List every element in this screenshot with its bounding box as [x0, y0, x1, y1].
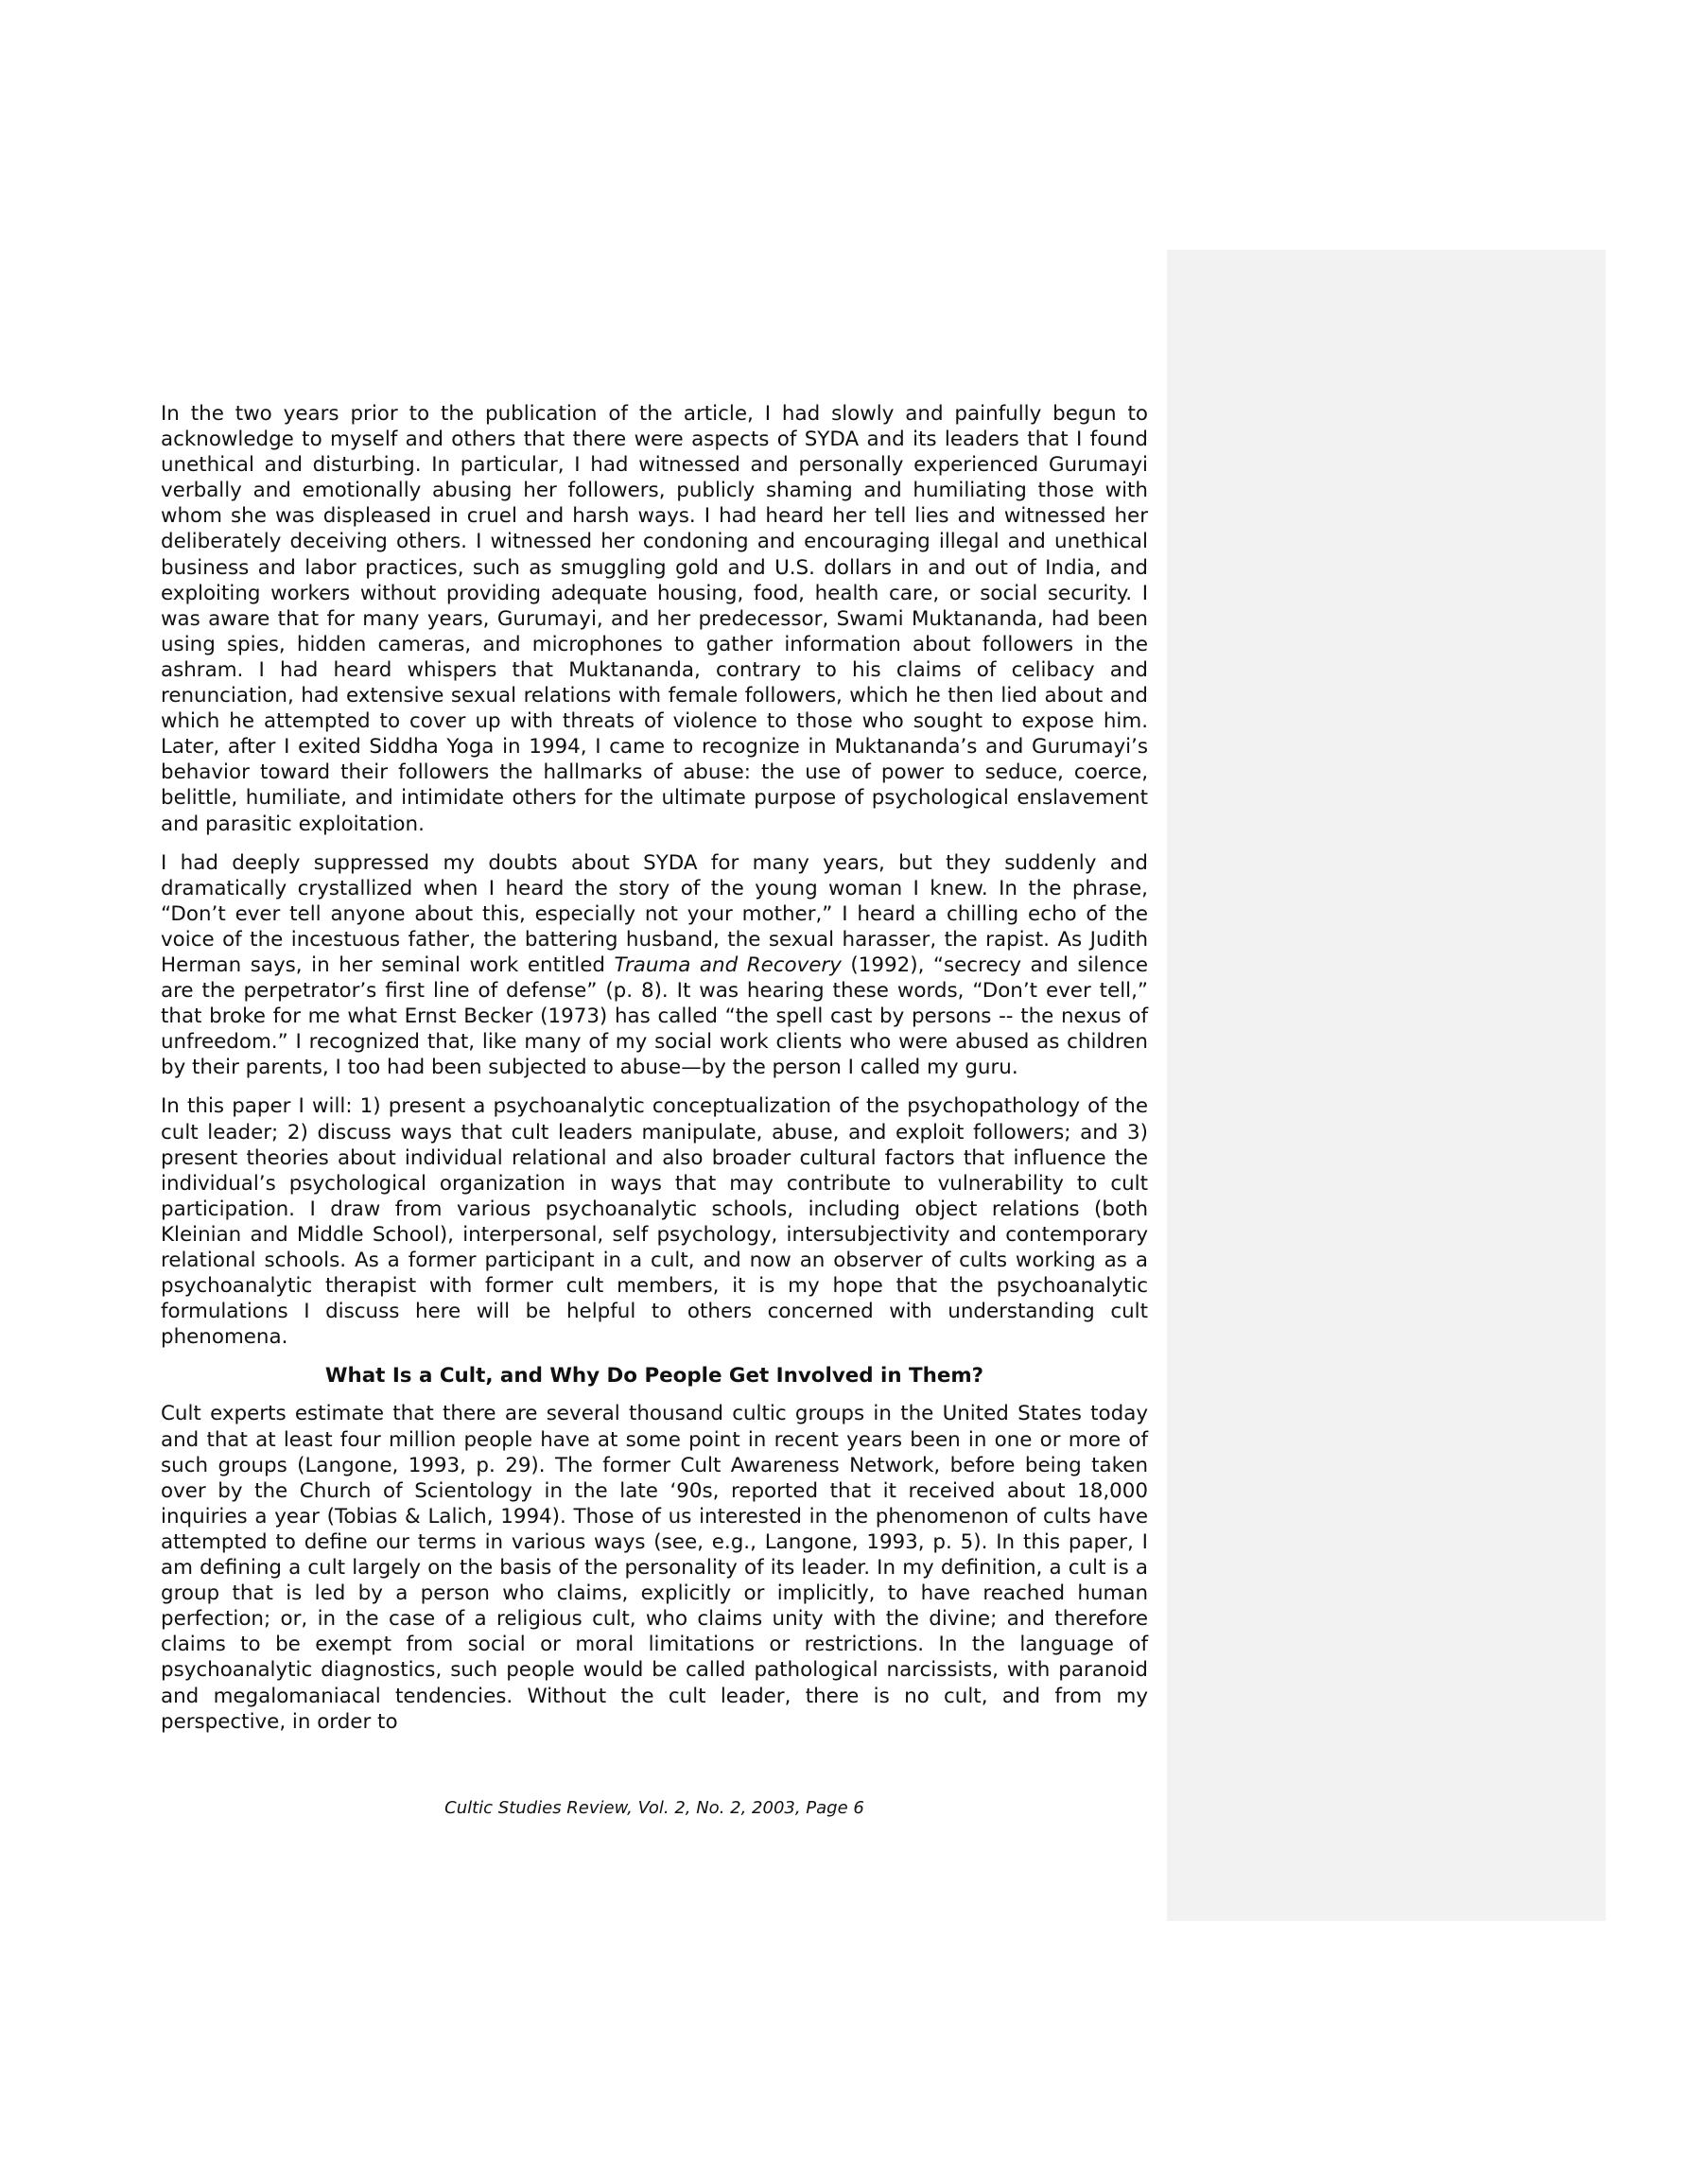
comment-pane	[1167, 250, 1606, 1921]
page-footer: Cultic Studies Review, Vol. 2, No. 2, 2003, Page 6	[444, 1798, 864, 1818]
paragraph-2-text-before-title: I had deeply suppressed my doubts about SYDA for many years, but they suddenly and dramatically crystallized when I heard the story of the young woman I knew. In the phrase, “Don’t ever tell anyone about this, especially not your mother,” I heard a chilling echo of the voice of the incestuous father, the battering husband, the sexual harasser, the rapist. As Judith Herman says, in her seminal work entitled	[161, 850, 1148, 977]
paragraph-1: In the two years prior to the publication of the article, I had slowly and painfully begun to acknowledge to myself and others that there were aspects of SYDA and its leaders that I found unethical and disturbing. In particular, I had witnessed and personally experienced Gurumayi verbally and emotionally abusing her followers, publicly shaming and humiliating those with whom she was displeased in cruel and harsh ways. I had heard her tell lies and witnessed her deliberately deceiving others. I witnessed her condoning and encouraging illegal and unethical business and labor practices, such as smuggling gold and U.S. dollars in and out of India, and exploiting workers without providing adequate housing, food, health care, or social security. I was aware that for many years, Gurumayi, and her predecessor, Swami Muktananda, had been using spies, hidden cameras, and microphones to gather information about followers in the ashram. I had heard whispers that Muktananda, contrary to his claims of celibacy and renunciation, had extensive sexual relations with female followers, which he then lied about and which he attempted to cover up with threats of violence to those who sought to expose him. Later, after I exited Siddha Yoga in 1994, I came to recognize in Muktananda’s and Gurumayi’s behavior toward their followers the hallmarks of abuse: the use of power to seduce, coerce, belittle, humiliate, and intimidate others for the ultimate purpose of psychological enslavement and parasitic exploitation.	[161, 402, 1148, 836]
paragraph-2	[161, 850, 1148, 1081]
section-heading: What Is a Cult, and Why Do People Get Involved in Them?	[324, 1364, 984, 1389]
paragraph-3: In this paper I will: 1) present a psychoanalytic conceptualization of the psychopathology of the cult leader; 2) discuss ways that cult leaders manipulate, abuse, and exploit followers; and 3) present theories about individual relational and also broader cultural factors that influence the individual’s psychological organization in ways that may contribute to vulnerability to cult participation. I draw from various psychoanalytic schools, including object relations (both Kleinian and Middle School), interpersonal, self psychology, intersubjectivity and contemporary relational schools. As a former participant in a cult, and now an observer of cults working as a psychoanalytic therapist with former cult members, it is my hope that the psychoanalytic formulations I discuss here will be helpful to others concerned with understanding cult phenomena.	[161, 1094, 1148, 1350]
paragraph-4: Cult experts estimate that there are several thousand cultic groups in the United States today and that at least four million people have at some point in recent years been in one or more of such groups (Langone, 1993, p. 29). The former Cult Awareness Network, before being taken over by the Church of Scientology in the late ‘90s, reported that it received about 18,000 inquiries a year (Tobias & Lalich, 1994). Those of us interested in the phenomenon of cults have attempted to define our terms in various ways (see, e.g., Langone, 1993, p. 5). In this paper, I am defining a cult largely on the basis of the personality of its leader. In my definition, a cult is a group that is led by a person who claims, explicitly or implicitly, to have reached human perfection; or, in the case of a religious cult, who claims unity with the divine; and therefore claims to be exempt from social or moral limitations or restrictions. In the language of psychoanalytic diagnostics, such people would be called pathological narcissists, with paranoid and megalomaniacal tendencies. Without the cult leader, there is no cult, and from my perspective, in order to	[161, 1402, 1148, 1734]
book-title: Trauma and Recovery	[614, 952, 842, 977]
paragraph-2-text-after-title: (1992), “secrecy and silence are the perpetrator’s first line of defense” (p. 8). It was hearing these words, “Don’t ever tell,” that broke for me what Ernst Becker (1973) has called “the spell cast by persons -- the nexus of unfreedom.” I recognized that, like many of my social work clients who were abused as children by their parents, I too had been subjected to abuse—by the person I called my guru.	[161, 952, 1149, 1080]
page-body	[161, 401, 1148, 1735]
